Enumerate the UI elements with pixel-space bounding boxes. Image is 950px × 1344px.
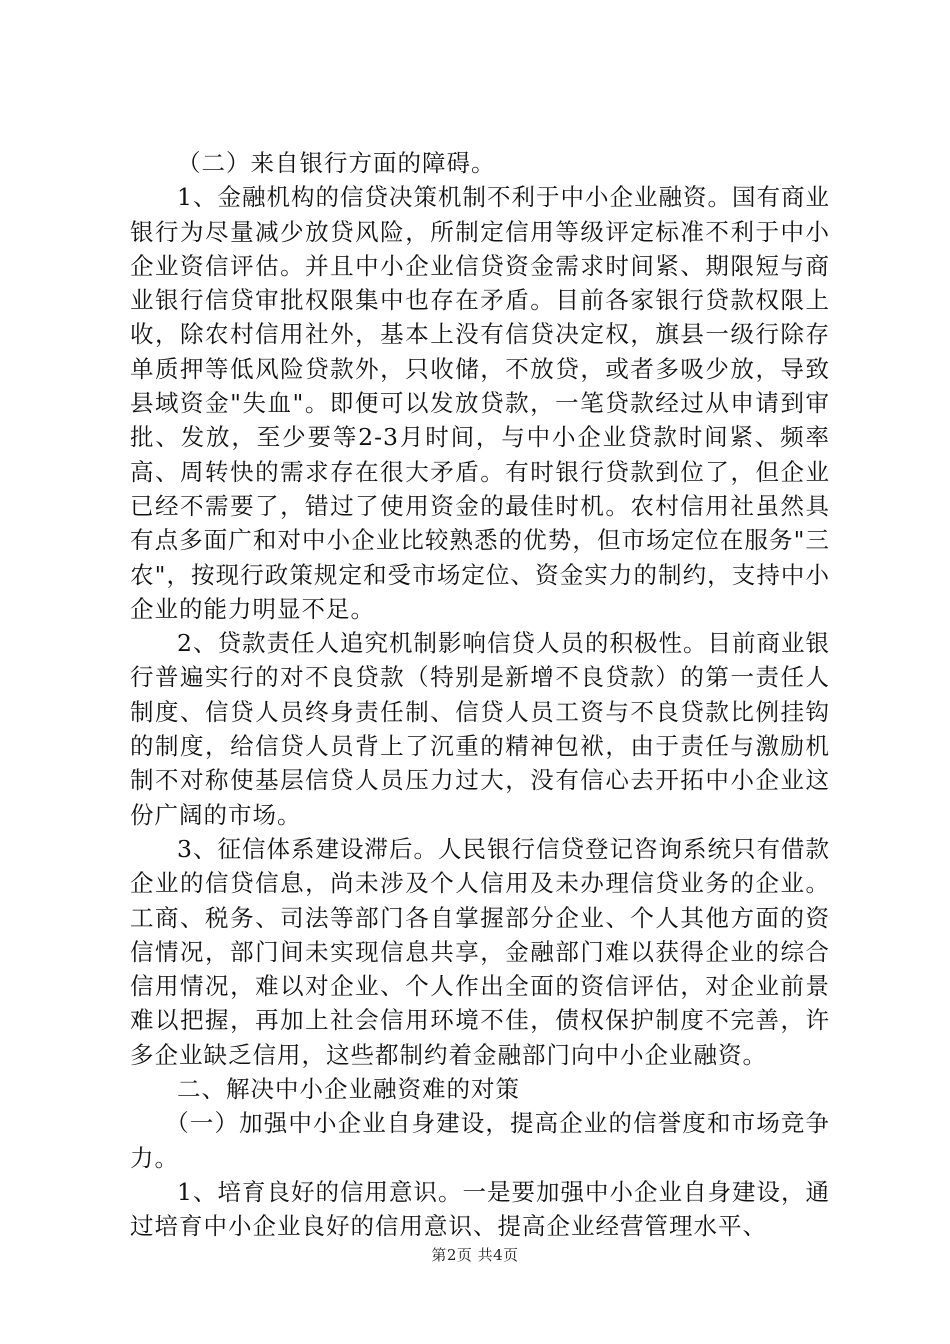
paragraph-credit-system: 3、征信体系建设滞后。人民银行信贷登记咨询系统只有借款企业的信贷信息，尚未涉及个人信用及未办理信贷业务的企业。工商、税务、司法等部门各自掌握部分企业、个人其他方面的资信情况，部门间未实现信息共享，金融部门难以获得企业的综合信用情况，难以对企业、个人作出全面的资信评估，对企业前景难以把握，再加上社会信用环境不佳，债权保护制度不完善，许多企业缺乏信用，这些都制约着金融部门向中小企业融资。	[130, 834, 830, 1069]
paragraph-credit-decision-mechanism: 1、金融机构的信贷决策机制不利于中小企业融资。国有商业银行为尽量减少放贷风险，所制定信用等级评定标准不利于中小企业资信评估。并且中小企业信贷资金需求时间紧、期限短与商业银行信贷审批权限集中也存在矛盾。目前各家银行贷款权限上收，除农村信用社外，基本上没有信贷决定权，旗县一级行除存单质押等低风险贷款外，只收储，不放贷，或者多吸少放，导致县域资金"失血"。即便可以发放贷款，一笔贷款经过从申请到审批、发放，至少要等2-3月时间，与中小企业贷款时间紧、频率高、周转快的需求存在很大矛盾。有时银行贷款到位了，但企业已经不需要了，错过了使用资金的最佳时机。农村信用社虽然具有点多面广和对中小企业比较熟悉的优势，但市场定位在服务"三农"，按现行政策规定和受市场定位、资金实力的制约，支持中小企业的能力明显不足。	[130, 183, 830, 623]
page-number-footer: 第2页 共4页	[431, 1246, 519, 1264]
paragraph-loan-accountability: 2、贷款责任人追究机制影响信贷人员的积极性。目前商业银行普遍实行的对不良贷款（特别是新增不良贷款）的第一责任人制度、信贷人员终身责任制、信贷人员工资与不良贷款比例挂钩的制度，给信贷人员背上了沉重的精神包袱，由于责任与激励机制不对称使基层信贷人员压力过大，没有信心去开拓中小企业这份广阔的市场。	[130, 629, 830, 829]
section-heading-countermeasures: 二、解决中小企业融资难的对策	[177, 1075, 520, 1104]
document-body	[130, 146, 830, 1244]
subsection-heading-self-construction: （一）加强中小企业自身建设，提高企业的信誉度和市场竞争力。	[130, 1109, 830, 1172]
section-heading-bank-obstacles: （二）来自银行方面的障碍。	[177, 149, 496, 177]
paragraph-credit-awareness: 1、培育良好的信用意识。一是要加强中小企业自身建设，通过培育中小企业良好的信用意识、提高企业经营管理水平、	[130, 1177, 830, 1241]
